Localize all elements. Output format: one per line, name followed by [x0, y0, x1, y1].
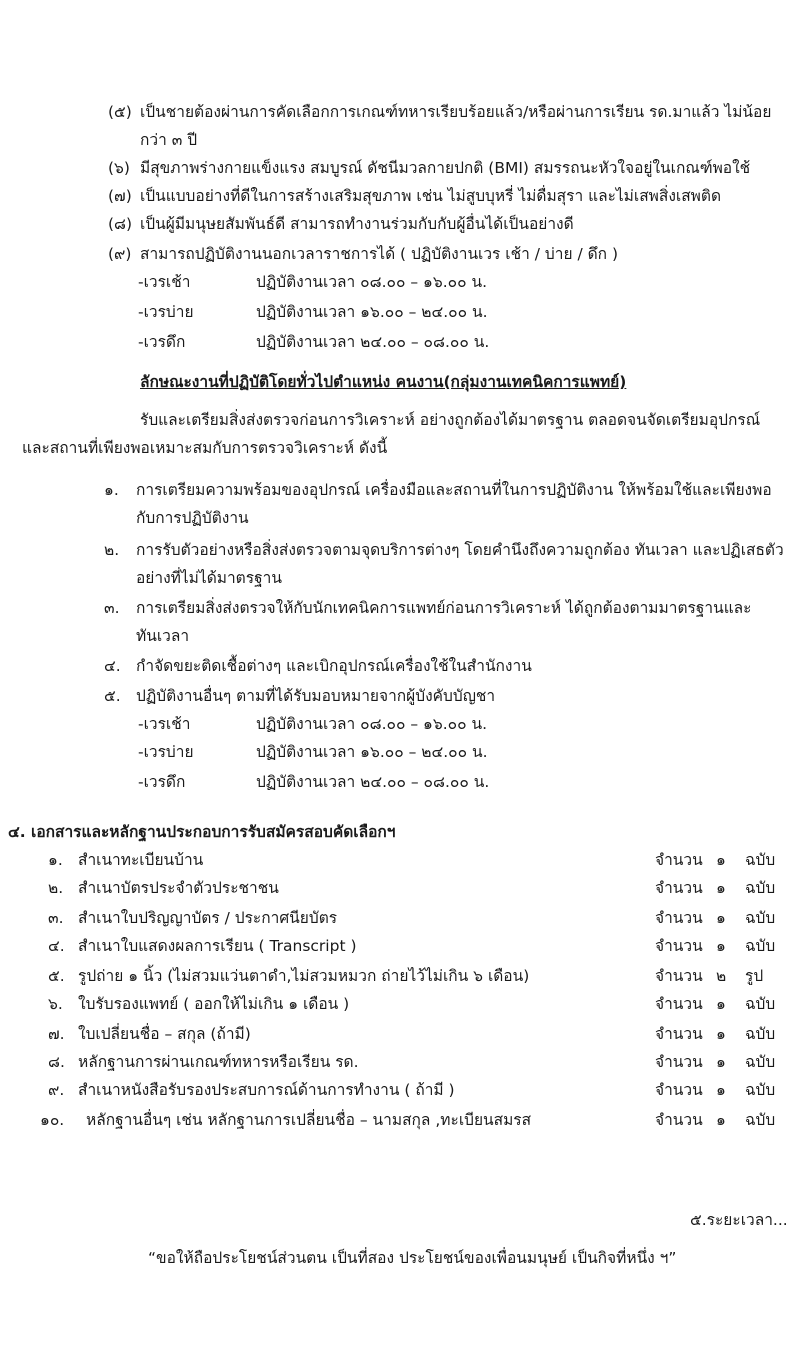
document-unit: ฉบับ — [745, 937, 776, 955]
documents-heading: ๔. เอกสารและหลักฐานประกอบการรับสมัครสอบคัดเลือกฯ — [8, 823, 396, 841]
document-qty-word: จำนวน — [655, 851, 703, 869]
document-qty-word: จำนวน — [655, 967, 703, 985]
shift-time: ปฏิบัติงานเวลา ๒๔.๐๐ – ๐๘.๐๐ น. — [256, 333, 490, 351]
shift-name: -เวรเช้า — [138, 715, 191, 733]
document-label: รูปถ่าย ๑ นิ้ว (ไม่สวมแว่นตาดำ,ไม่สวมหมวก ถ่ายไว้ไม่เกิน ๖ เดือน) — [78, 967, 530, 985]
document-number: ๙. — [48, 1081, 65, 1099]
document-number: ๔. — [48, 937, 65, 955]
duties-intro: รับและเตรียมสิ่งส่งตรวจก่อนการวิเคราะห์ อย่างถูกต้องได้มาตรฐาน ตลอดจนจัดเตรียมอุปกรณ์ — [140, 411, 761, 429]
document-number: ๑. — [48, 851, 63, 869]
qualification-text: สามารถปฏิบัติงานนอกเวลาราชการได้ ( ปฏิบัติงานเวร เช้า / บ่าย / ดึก ) — [140, 245, 619, 263]
qualification-number: (๗) — [108, 187, 132, 205]
shift-time: ปฏิบัติงานเวลา ๒๔.๐๐ – ๐๘.๐๐ น. — [256, 773, 490, 791]
qualification-number: (๖) — [108, 159, 130, 177]
qualification-number: (๙) — [108, 245, 132, 263]
shift-name: -เวรบ่าย — [138, 743, 194, 761]
document-qty: ๑ — [716, 851, 726, 869]
document-unit: ฉบับ — [745, 1053, 776, 1071]
duty-text-cont: กับการปฏิบัติงาน — [136, 509, 249, 527]
document-unit: ฉบับ — [745, 1111, 776, 1129]
shift-time: ปฏิบัติงานเวลา ๑๖.๐๐ – ๒๔.๐๐ น. — [256, 303, 488, 321]
document-qty-word: จำนวน — [655, 1053, 703, 1071]
qualification-number: (๘) — [108, 215, 133, 233]
duty-text: การเตรียมความพร้อมของอุปกรณ์ เครื่องมือและสถานที่ในการปฏิบัติงาน ให้พร้อมใช้และเพียงพอ — [136, 481, 772, 499]
document-number: ๑๐. — [40, 1111, 65, 1129]
document-qty-word: จำนวน — [655, 1025, 703, 1043]
document-label: สำเนาใบปริญญาบัตร / ประกาศนียบัตร — [78, 909, 338, 927]
document-qty: ๑ — [716, 879, 726, 897]
document-qty: ๑ — [716, 909, 726, 927]
document-number: ๘. — [48, 1053, 65, 1071]
duty-number: ๕. — [104, 687, 121, 705]
duty-text-cont: อย่างที่ไม่ได้มาตรฐาน — [136, 569, 282, 587]
document-qty: ๑ — [716, 1081, 726, 1099]
document-label: สำเนาบัตรประจำตัวประชาชน — [78, 879, 279, 897]
document-label: ใบเปลี่ยนชื่อ – สกุล (ถ้ามี) — [78, 1025, 251, 1043]
duty-text-cont: ทันเวลา — [136, 627, 190, 645]
document-unit: รูป — [745, 967, 764, 985]
document-qty: ๑ — [716, 995, 726, 1013]
duty-text: การรับตัวอย่างหรือสิ่งส่งตรวจตามจุดบริการต่างๆ โดยคำนึงถึงความถูกต้อง ทันเวลา และปฏิเสธตัว — [136, 541, 784, 559]
document-number: ๖. — [48, 995, 63, 1013]
document-number: ๓. — [48, 909, 64, 927]
duties-intro-cont: และสถานที่เพียงพอเหมาะสมกับการตรวจวิเคราะห์ ดังนี้ — [22, 439, 388, 457]
document-label: ใบรับรองแพทย์ ( ออกให้ไม่เกิน ๑ เดือน ) — [78, 995, 350, 1013]
duty-text: กำจัดขยะติดเชื้อต่างๆ และเบิกอุปกรณ์เครื่องใช้ในสำนักงาน — [136, 657, 532, 675]
document-label: สำเนาหนังสือรับรองประสบการณ์ด้านการทำงาน ( ถ้ามี ) — [78, 1081, 455, 1099]
shift-name: -เวรบ่าย — [138, 303, 194, 321]
shift-name: -เวรเช้า — [138, 273, 191, 291]
document-unit: ฉบับ — [745, 879, 776, 897]
document-qty-word: จำนวน — [655, 1111, 703, 1129]
qualification-text: มีสุขภาพร่างกายแข็งแรง สมบูรณ์ ดัชนีมวลกายปกติ (BMI) สมรรถนะหัวใจอยู่ในเกณฑ์พอใช้ — [140, 159, 751, 177]
document-unit: ฉบับ — [745, 995, 776, 1013]
qualification-text-cont: กว่า ๓ ปี — [140, 131, 198, 149]
shift-name: -เวรดึก — [138, 333, 186, 351]
duty-number: ๑. — [104, 481, 119, 499]
document-qty: ๑ — [716, 1053, 726, 1071]
document-unit: ฉบับ — [745, 851, 776, 869]
document-qty: ๒ — [716, 967, 727, 985]
document-qty-word: จำนวน — [655, 1081, 703, 1099]
shift-name: -เวรดึก — [138, 773, 186, 791]
shift-time: ปฏิบัติงานเวลา ๐๘.๐๐ – ๑๖.๐๐ น. — [256, 715, 487, 733]
document-qty-word: จำนวน — [655, 909, 703, 927]
document-qty: ๑ — [716, 1025, 726, 1043]
document-qty: ๑ — [716, 1111, 726, 1129]
qualification-number: (๕) — [108, 103, 132, 121]
qualification-text: เป็นแบบอย่างที่ดีในการสร้างเสริมสุขภาพ เช่น ไม่สูบบุหรี่ ไม่ดื่มสุรา และไม่เสพสิ่งเสพติด — [140, 187, 722, 205]
duty-text: ปฏิบัติงานอื่นๆ ตามที่ได้รับมอบหมายจากผู้บังคับบัญชา — [136, 687, 496, 705]
document-number: ๗. — [48, 1025, 65, 1043]
document-label: สำเนาใบแสดงผลการเรียน ( Transcript ) — [78, 937, 357, 955]
document-unit: ฉบับ — [745, 909, 776, 927]
document-qty: ๑ — [716, 937, 726, 955]
document-label: สำเนาทะเบียนบ้าน — [78, 851, 204, 869]
document-label: หลักฐานอื่นๆ เช่น หลักฐานการเปลี่ยนชื่อ – นามสกุล ,ทะเบียนสมรส — [86, 1111, 532, 1129]
document-qty-word: จำนวน — [655, 937, 703, 955]
shift-time: ปฏิบัติงานเวลา ๐๘.๐๐ – ๑๖.๐๐ น. — [256, 273, 487, 291]
document-qty-word: จำนวน — [655, 995, 703, 1013]
qualification-text: เป็นผู้มีมนุษยสัมพันธ์ดี สามารถทำงานร่วมกับกับผู้อื่นได้เป็นอย่างดี — [140, 215, 574, 233]
duty-number: ๒. — [104, 541, 120, 559]
continuation-marker: ๕.ระยะเวลา... — [690, 1211, 788, 1229]
qualification-text: เป็นชายต้องผ่านการคัดเลือกการเกณฑ์ทหารเรียบร้อยแล้ว/หรือผ่านการเรียน รด.มาแล้ว ไม่น้อย — [140, 103, 772, 121]
duty-text: การเตรียมสิ่งส่งตรวจให้กับนักเทคนิคการแพทย์ก่อนการวิเคราะห์ ได้ถูกต้องตามมาตรฐานและ — [136, 599, 752, 617]
document-label: หลักฐานการผ่านเกณฑ์ทหารหรือเรียน รด. — [78, 1053, 359, 1071]
footer-quote: “ขอให้ถือประโยชน์ส่วนตน เป็นที่สอง ประโยชน์ของเพื่อนมนุษย์ เป็นกิจที่หนึ่ง ฯ” — [148, 1249, 677, 1267]
document-unit: ฉบับ — [745, 1081, 776, 1099]
document-unit: ฉบับ — [745, 1025, 776, 1043]
document-qty-word: จำนวน — [655, 879, 703, 897]
shift-time: ปฏิบัติงานเวลา ๑๖.๐๐ – ๒๔.๐๐ น. — [256, 743, 488, 761]
document-number: ๕. — [48, 967, 65, 985]
document-number: ๒. — [48, 879, 64, 897]
duties-heading: ลักษณะงานที่ปฏิบัติโดยทั่วไปตำแหน่ง คนงาน(กลุ่มงานเทคนิคการแพทย์) — [140, 373, 627, 391]
duty-number: ๔. — [104, 657, 121, 675]
duty-number: ๓. — [104, 599, 120, 617]
